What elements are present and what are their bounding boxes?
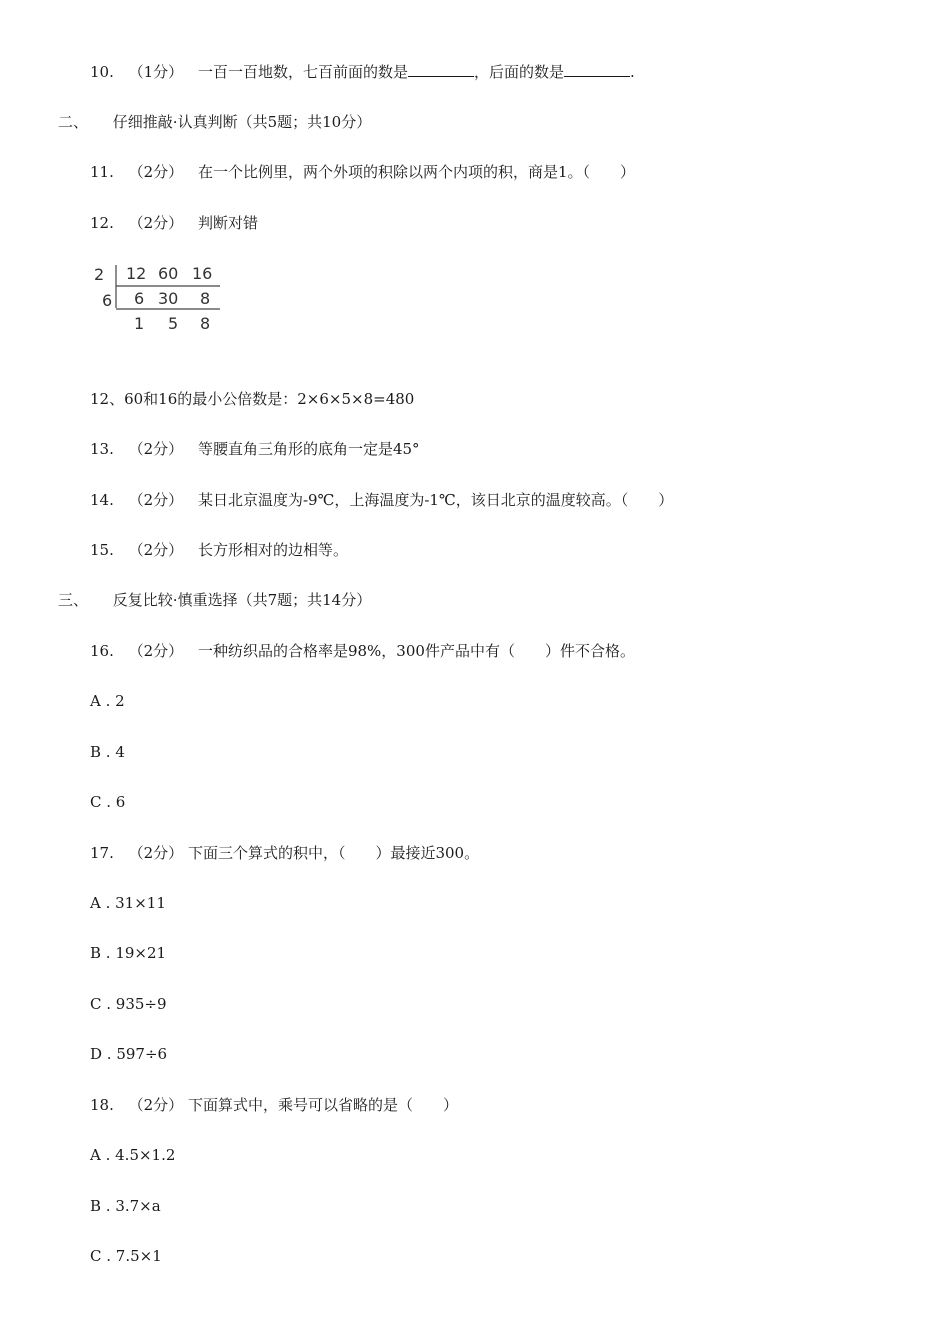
option-c[interactable]: C . 7.5×1 xyxy=(90,1247,162,1265)
question-score: （2分） xyxy=(128,541,184,559)
question-number: 18. xyxy=(90,1096,114,1114)
option-a[interactable]: A . 4.5×1.2 xyxy=(90,1146,176,1164)
question-number: 10. xyxy=(90,63,114,81)
dividend-12: 12 xyxy=(126,264,147,283)
option-a[interactable]: A . 31×11 xyxy=(90,894,166,912)
question-score: （2分） xyxy=(128,1096,184,1114)
question-11 xyxy=(90,162,635,182)
answer-blank[interactable] xyxy=(564,62,630,77)
question-13 xyxy=(90,439,420,459)
question-number: 13. xyxy=(90,440,114,458)
question-text: 一百一百地数，七百前面的数是 xyxy=(197,63,408,81)
section-heading xyxy=(58,112,371,132)
divisor-6: 6 xyxy=(102,291,113,310)
section-title: 反复比较·慎重选择（共7题；共14分） xyxy=(112,591,372,609)
question-number: 16. xyxy=(90,642,114,660)
question-12-statement: 12、60和16的最小公倍数是：2×6×5×8=480 xyxy=(90,390,415,408)
question-number: 12. xyxy=(90,214,114,232)
question-score: （2分） xyxy=(128,844,184,862)
question-18 xyxy=(90,1095,458,1115)
question-12 xyxy=(90,213,258,233)
divisor-2: 2 xyxy=(94,265,105,284)
section-title: 仔细推敲·认真判断（共5题；共10分） xyxy=(112,113,372,131)
quotient-8: 8 xyxy=(200,289,211,308)
section-heading xyxy=(58,590,371,610)
question-score: （2分） xyxy=(128,642,184,660)
dividend-16: 16 xyxy=(192,264,213,283)
question-text: 下面三个算式的积中，（ ）最接近300。 xyxy=(187,844,480,862)
result-5: 5 xyxy=(168,314,179,333)
dividend-60: 60 xyxy=(158,264,179,283)
question-text: ，后面的数是 xyxy=(473,63,564,81)
question-17 xyxy=(90,843,479,863)
option-d[interactable]: D . 597÷6 xyxy=(90,1045,168,1063)
option-a[interactable]: A . 2 xyxy=(90,692,125,710)
option-b[interactable]: B . 3.7×a xyxy=(90,1197,161,1215)
question-text: . xyxy=(630,63,635,81)
question-text: 某日北京温度为-9℃，上海温度为-1℃，该日北京的温度较高。（ ） xyxy=(197,491,674,509)
question-score: （2分） xyxy=(128,214,184,232)
quotient-6: 6 xyxy=(134,289,145,308)
question-15 xyxy=(90,540,348,560)
result-1: 1 xyxy=(134,314,145,333)
question-text: 长方形相对的边相等。 xyxy=(197,541,348,559)
question-16 xyxy=(90,641,635,661)
question-number: 15. xyxy=(90,541,114,559)
result-8: 8 xyxy=(200,314,211,333)
question-text: 一种纺织品的合格率是98%，300件产品中有（ ）件不合格。 xyxy=(197,642,635,660)
question-14 xyxy=(90,490,673,510)
section-number: 三、 xyxy=(58,591,89,609)
option-b[interactable]: B . 4 xyxy=(90,743,125,761)
question-text: 判断对错 xyxy=(197,214,258,232)
question-score: （2分） xyxy=(128,163,184,181)
question-score: （2分） xyxy=(128,491,184,509)
answer-blank[interactable] xyxy=(408,62,474,77)
question-number: 14. xyxy=(90,491,114,509)
question-text: 在一个比例里，两个外项的积除以两个内项的积，商是1。（ ） xyxy=(197,163,636,181)
short-division-figure xyxy=(92,262,226,338)
option-c[interactable]: C . 935÷9 xyxy=(90,995,167,1013)
quotient-30: 30 xyxy=(158,289,179,308)
question-number: 11. xyxy=(90,163,114,181)
option-c[interactable]: C . 6 xyxy=(90,793,126,811)
question-score: （1分） xyxy=(128,63,184,81)
question-text: 下面算式中，乘号可以省略的是（ ） xyxy=(187,1096,458,1114)
question-score: （2分） xyxy=(128,440,184,458)
option-b[interactable]: B . 19×21 xyxy=(90,944,167,962)
question-text: 等腰直角三角形的底角一定是45° xyxy=(197,440,420,458)
question-number: 17. xyxy=(90,844,114,862)
question-10 xyxy=(90,62,635,82)
section-number: 二、 xyxy=(58,113,89,131)
